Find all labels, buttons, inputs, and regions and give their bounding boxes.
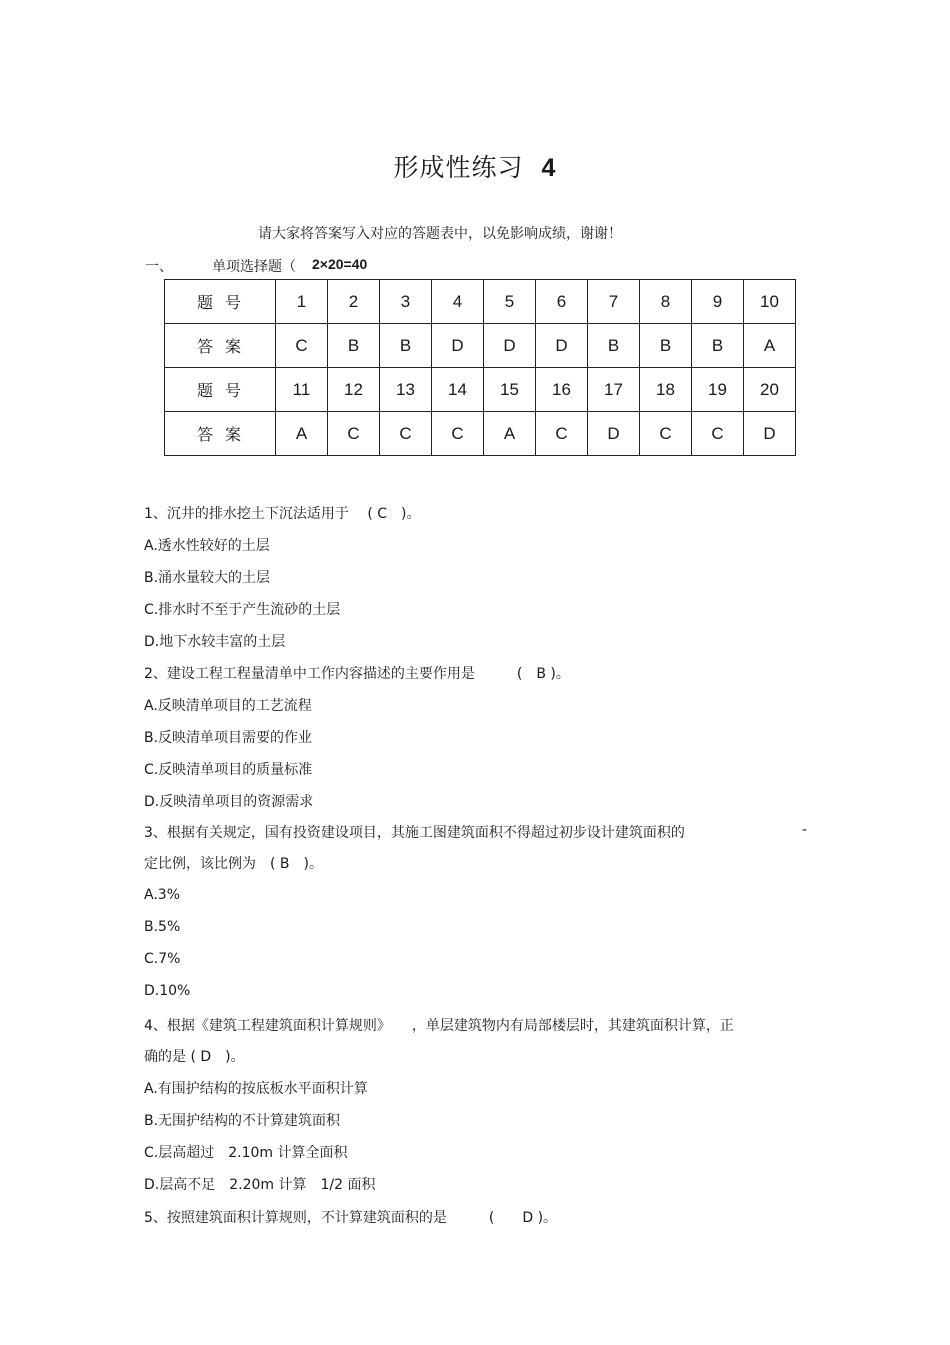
answer-table-cell: 18 — [640, 368, 692, 412]
question-3-option-a: A.3% — [144, 887, 180, 903]
answer-table-row-label: 答案 — [165, 412, 276, 456]
question-2-option-c: C.反映清单项目的质量标准 — [144, 762, 313, 778]
answer-table-cell: C — [328, 412, 380, 456]
answer-table-cell: 7 — [588, 280, 640, 324]
question-3-option-c: C.7% — [144, 951, 181, 967]
answer-table-cell: B — [328, 324, 380, 368]
answer-table-row — [165, 280, 796, 324]
question-4-option-d: D.层高不足 2.20m 计算 1/2 面积 — [144, 1177, 376, 1193]
question-1-stem: 1、沉井的排水挖土下沉法适用于 ( C )。 — [144, 506, 421, 522]
question-5-stem: 5、按照建筑面积计算规则，不计算建筑面积的是 ( D )。 — [144, 1210, 558, 1226]
question-3-option-d: D.10% — [144, 983, 191, 999]
section-title: 单项选择题（ — [212, 259, 296, 275]
answer-table-cell: 19 — [692, 368, 744, 412]
answer-table-cell: 6 — [536, 280, 588, 324]
answer-table-cell: A — [484, 412, 536, 456]
answer-table-cell: D — [536, 324, 588, 368]
question-1-option-d: D.地下水较丰富的土层 — [144, 634, 286, 650]
question-2-option-a: A.反映清单项目的工艺流程 — [144, 698, 312, 714]
answer-table-row — [165, 412, 796, 456]
question-1-option-b: B.涌水量较大的土层 — [144, 570, 271, 586]
question-4-stem-cont: 确的是 ( D )。 — [144, 1049, 245, 1065]
answer-table-row — [165, 324, 796, 368]
question-1-option-a: A.透水性较好的土层 — [144, 538, 270, 554]
section-score: 2×20=40 — [312, 256, 368, 272]
answer-table-cell: 15 — [484, 368, 536, 412]
line-continuation-mark: - — [802, 822, 808, 838]
answer-table-cell: 16 — [536, 368, 588, 412]
answer-table-row-label: 题号 — [165, 280, 276, 324]
answer-table-cell: A — [744, 324, 796, 368]
question-2-stem: 2、建设工程工程量清单中工作内容描述的主要作用是 ( B )。 — [144, 666, 570, 682]
answer-table-cell: 1 — [276, 280, 328, 324]
question-1-option-c: C.排水时不至于产生流砂的土层 — [144, 602, 341, 618]
answer-table-cell: 14 — [432, 368, 484, 412]
answer-table-cell: C — [276, 324, 328, 368]
answer-table-cell: D — [744, 412, 796, 456]
answer-table-cell: B — [692, 324, 744, 368]
answer-table-cell: D — [588, 412, 640, 456]
answer-table-cell: 12 — [328, 368, 380, 412]
answer-table-cell: 20 — [744, 368, 796, 412]
answer-table-cell: A — [276, 412, 328, 456]
answer-table-cell: C — [692, 412, 744, 456]
answer-table-cell: 3 — [380, 280, 432, 324]
answer-table-cell: 5 — [484, 280, 536, 324]
answer-table-cell: 13 — [380, 368, 432, 412]
answer-table-cell: 2 — [328, 280, 380, 324]
answer-table-cell: 9 — [692, 280, 744, 324]
question-4-stem: 4、根据《建筑工程建筑面积计算规则》 ，单层建筑物内有局部楼层时，其建筑面积计算，正 — [144, 1018, 734, 1034]
answer-table-cell: 8 — [640, 280, 692, 324]
answer-table-cell: 10 — [744, 280, 796, 324]
answer-table-cell: B — [380, 324, 432, 368]
question-3-stem-cont: 定比例，该比例为 ( B )。 — [144, 856, 323, 872]
answer-table-cell: 17 — [588, 368, 640, 412]
answer-table-cell: 11 — [276, 368, 328, 412]
answer-table-cell: 4 — [432, 280, 484, 324]
answer-table-row-label: 答案 — [165, 324, 276, 368]
answer-table-cell: B — [640, 324, 692, 368]
answer-table-row — [165, 368, 796, 412]
page-title: 形成性练习 4 — [393, 153, 557, 182]
answer-table-cell: C — [380, 412, 432, 456]
question-4-option-a: A.有围护结构的按底板水平面积计算 — [144, 1081, 368, 1097]
question-2-option-d: D.反映清单项目的资源需求 — [144, 794, 314, 810]
question-4-option-b: B.无围护结构的不计算建筑面积 — [144, 1113, 341, 1129]
answer-table-cell: C — [640, 412, 692, 456]
answer-table-cell: C — [536, 412, 588, 456]
question-2-option-b: B.反映清单项目需要的作业 — [144, 730, 313, 746]
answer-table — [164, 279, 796, 456]
answer-table-cell: C — [432, 412, 484, 456]
question-3-stem: 3、根据有关规定，国有投资建设项目，其施工图建筑面积不得超过初步设计建筑面积的 — [144, 825, 685, 841]
answer-table-cell: D — [432, 324, 484, 368]
question-4-option-c: C.层高超过 2.10m 计算全面积 — [144, 1145, 348, 1161]
answer-table-cell: D — [484, 324, 536, 368]
answer-table-row-label: 题号 — [165, 368, 276, 412]
instruction-notice: 请大家将答案写入对应的答题表中，以免影响成绩，谢谢！ — [258, 226, 622, 242]
answer-table-cell: B — [588, 324, 640, 368]
section-marker: 一、 — [145, 259, 173, 275]
question-3-option-b: B.5% — [144, 919, 181, 935]
